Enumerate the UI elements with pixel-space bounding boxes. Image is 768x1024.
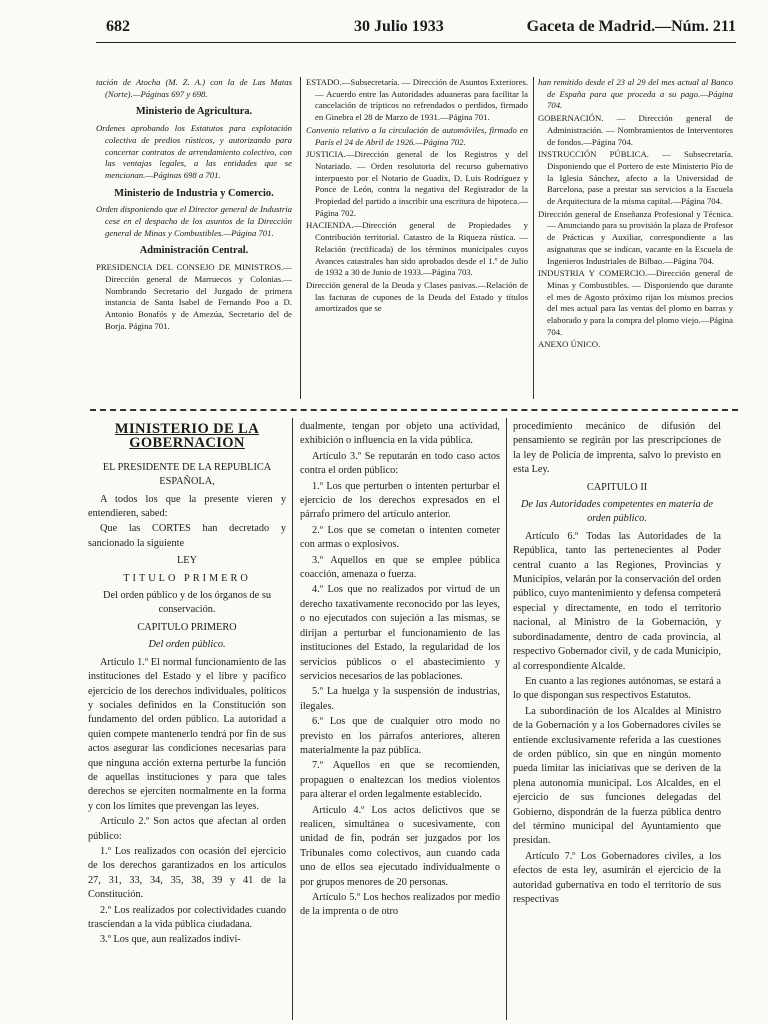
header-rule <box>96 42 736 43</box>
body-paragraph: Artículo 6.º Todas las Autoridades de la República, tanto las pertenecientes al Poder central cuanto a las Regiones, Provincias y Municipios, velarán por la conservación del orden público, cuyo mantenimiento y defensa competerá especial y directamente, en todo el territorio nacional, al Ministro de la Gobernación, y subordinadamente, dentro de cada provincia, al respectivo Gobernador civil, y de cada Municipio, al correspondiente Alcalde. <box>513 530 721 672</box>
page-header <box>96 18 736 40</box>
body-paragraph: 5.º La huelga y la suspensión de industrias, ilegales. <box>300 686 500 712</box>
page-number: 682 <box>106 18 130 35</box>
body-paragraph: Artículo 5.º Los hechos realizados por medio de la imprenta o de otro <box>300 892 500 918</box>
body-continuation: dualmente, tengan por objeto una actividad, exhibición o influencia en la vida pública. <box>300 421 500 447</box>
summary-entry: PRESIDENCIA DEL CONSEJO DE MINISTROS.—Dirección general de Marruecos y Colonias.—Nombrando Secretario del Juzgado de primera instancia de Santa Isabel de Fernando Poo a D. Antonio Bonafós y de Amezúa, Secretario del de Borja. Página 701. <box>96 262 292 331</box>
issue-date: 30 Julio 1933 <box>354 18 444 35</box>
ministry-title: MINISTERIO DE LA GOBERNACION <box>114 421 260 452</box>
summary-entry: tación de Atocha (M. Z. A.) con la de Las Matas (Norte).—Páginas 697 y 698. <box>96 77 292 99</box>
column-divider <box>506 418 507 1020</box>
chapter-subtitle: Del orden público. <box>148 639 226 651</box>
summary-entry: INDUSTRIA Y COMERCIO.—Dirección general de Minas y Combustibles. — Disponiendo que durante el mes de Agosto próximo rijan los mismos precios del mes actual para las ventas del plomo en barras y elaborado y para la compra del plomo viejo.—Página 704. <box>538 268 733 337</box>
summary-entry: JUSTICIA.—Dirección general de los Registros y del Notariado. — Orden resolutoria del recurso gubernativo interpuesto por el Notario de Guadix, D. Luis Rodríguez y Ponce de León, contra la negativa del Registrador de la Propiedad del partido a inscribir una escritura de hipoteca.—Página 702. <box>306 149 528 218</box>
column-divider <box>533 77 534 399</box>
summary-entry: Orden disponiendo que el Director general de Industria cese en el despacho de los asuntos de la Dirección general de Minas y Combustibles.—Página 701. <box>96 204 292 238</box>
body-paragraph: 6.º Los que de cualquier otro modo no previsto en los párrafos anteriores, alteren materialmente la paz pública. <box>300 716 500 756</box>
summary-entry: GOBERNACIÓN. — Dirección general de Administración. — Nombramientos de Interventores de fondos.—Página 704. <box>538 113 733 147</box>
summary-entry: han remitido desde el 23 al 29 del mes actual al Banco de España para que proceda a su pago.—Página 704. <box>538 77 733 111</box>
section-break-rule <box>90 409 738 411</box>
publication-title: Gaceta de Madrid.—Núm. 211 <box>526 18 736 35</box>
summary-entry: ESTADO.—Subsecretaría. — Dirección de Asuntos Exteriores. — Acuerdo entre las Autoridades aduaneras para facilitar la cancelación de trípticos no refrendados o perdidos, firmado en Ginebra el 28 de Marzo de 1931.—Página 701. <box>306 77 528 123</box>
column-divider <box>292 418 293 1020</box>
summary-entry: ANEXO ÚNICO. <box>538 339 601 350</box>
summary-entry: Dirección general de Enseñanza Profesional y Técnica. — Anunciando para su provisión la plaza de Profesor de Prácticas y Auxiliar, correspondiente a las asignaturas que se indican, vacante en la Escuela de Ingenieros Industriales de Bilbao.—Página 704. <box>538 208 733 266</box>
body-paragraph: 1.º Los realizados con ocasión del ejercicio de los derechos garantizados en los artículos 27, 31, 33, 34, 35, 38, 39 y 41 de la Constitución. <box>88 845 286 901</box>
summary-section-heading: Ministerio de Agricultura. <box>135 106 253 118</box>
summary-column-3 <box>538 77 733 397</box>
body-column-1 <box>88 420 286 1020</box>
body-paragraph: 2.º Los realizados por colectividades cuando trasciendan a la vida pública ciudadana. <box>88 904 286 930</box>
body-paragraph: Artículo 3.º Se reputarán en todo caso actos contra el orden público: <box>300 450 500 477</box>
body-continuation: procedimiento mecánico de difusión del pensamiento se regirán por las prescripciones de la ley de Policía de imprenta, salvo lo previsto en esta Ley. <box>513 421 721 476</box>
body-paragraph: A todos los que la presente vieren y entendieren, sabed: <box>88 493 286 520</box>
summary-column-1 <box>96 77 292 397</box>
body-paragraph: 2.º Los que se cometan o intenten cometer con armas o explosivos. <box>300 524 500 551</box>
summary-entry: Ordenes aprobando los Estatutos para explotación colectiva de predios rústicos, y autorizando para concertar contratos de arrendamiento colectivo, con las ventajas legales, a las entidades que se mencionan.—Páginas 698 a 701. <box>96 123 292 180</box>
summary-section-heading: Administración Central. <box>139 245 249 257</box>
body-paragraph: Artículo 4.º Los actos delictivos que se realicen, simultánea o sucesivamente, con unidad de fin, podrán ser juzgados por los Tribunales como colectivos, aun cuando cada uno de ellos sea ejecutado individualmente o por grupos menores de 20 personas. <box>300 804 500 888</box>
title-heading: TITULO PRIMERO <box>123 572 251 584</box>
summary-entry: Dirección general de la Deuda y Clases pasivas.—Relación de las facturas de cupones de la Deuda del Estado y títulos amortizados que se <box>306 279 528 314</box>
body-paragraph: 4.º Los que no realizados por virtud de un derecho taxativamente reconocido por las leyes, o no ejecutados con sujeción a las mismas, se dirijan a perturbar el funcionamiento de las instituciones del Estado, la regularidad de los servicios públicos o el abastecimiento y servicios necesarios de las poblaciones. <box>300 584 500 682</box>
centered-heading: LEY <box>176 555 197 567</box>
centered-heading: CAPITULO PRIMERO <box>137 621 237 633</box>
body-paragraph: Artículo 2.º Son actos que afectan al orden público: <box>88 816 286 842</box>
body-column-2 <box>300 420 500 1020</box>
body-paragraph: 3.º Aquellos en que se emplee pública coacción, amenaza o fuerza. <box>300 554 500 581</box>
column-divider <box>300 77 301 399</box>
summary-section-heading: Ministerio de Industria y Comercio. <box>114 187 274 199</box>
centered-heading: EL PRESIDENTE DE LA REPUBLICA ESPAÑOLA, <box>102 461 272 488</box>
body-paragraph: Artículo 1.º El normal funcionamiento de las instituciones del Estado y el libre y pacífico ejercicio de los derechos individuales, políticos y sociales definidos en la Constitución son fundamento del orden público. La autoridad a quien compete mantenerlo tendrá por fin de sus actos asegurar las condiciones necesarias para que ninguna acción externa perturbe la función de aquellas instituciones y para que tales derechos se ejerciten normalmente en la forma y con los límites que prevengan las leyes. <box>88 656 286 812</box>
body-paragraph: 7.º Aquellos en que se recomienden, propaguen o enaltezcan los medios violentos para alterar el orden legalmente establecido. <box>300 760 500 801</box>
body-column-3 <box>513 420 721 1020</box>
centered-heading: CAPITULO II <box>586 481 648 493</box>
body-paragraph: 1.º Los que perturben o intenten perturbar el ejercicio de los derechos expresados en el párrafo primero del artículo anterior. <box>300 480 500 521</box>
summary-entry: INSTRUCCIÓN PÚBLICA. — Subsecretaría. Disponiendo que el Portero de este Ministerio Pío de la Iglesia Sánchez, afecto a la Universidad de Barcelona, pase a prestar sus servicios a la Escuela de Arquitectura de la misma capital.—Página 704. <box>538 149 733 207</box>
summary-entry: Convenio relativo a la circulación de automóviles, firmado en París el 24 de Abril de 1926.—Página 702. <box>306 124 528 147</box>
centered-heading: Del orden público y de los órganos de su conservación. <box>103 590 271 616</box>
body-paragraph: Artículo 7.º Los Gobernadores civiles, a los efectos de esta ley, asumirán el ejercicio de la autoridad gubernativa en todo el territorio de sus respectivas <box>513 850 721 905</box>
summary-column-2 <box>306 77 528 397</box>
chapter-subtitle: De las Autoridades competentes en materia de orden público. <box>521 499 713 525</box>
body-paragraph: Que las CORTES han decretado y sancionado la siguiente <box>88 523 286 549</box>
body-paragraph: 3.º Los que, aun realizados indivi- <box>100 934 241 946</box>
body-paragraph: La subordinación de los Alcaldes al Ministro de la Gobernación y a los Gobernadores civiles se entiende exclusivamente referida a las cuestiones de orden público, sin que en ningún momento pueda limitar las iniciativas que se deriven de la plena autonomía municipal. Los Alcaldes, en el ejercicio de sus funciones delegadas del Gobierno, dispondrán de la fuerza pública dentro del término municipal del Ayuntamiento que presidan. <box>513 705 721 847</box>
body-paragraph: En cuanto a las regiones autónomas, se estará a lo que dispongan sus respectivos Estatutos. <box>513 675 721 702</box>
summary-entry: HACIENDA.—Dirección general de Propiedades y Contribución territorial. Catastro de la Riqueza rústica. — Relación (rectificada) de los términos municipales cuyos Avances catastrales han sido aprobados desde el 1.º de Julio de 1932 a 30 de Junio de 1933.—Página 703. <box>306 220 528 278</box>
